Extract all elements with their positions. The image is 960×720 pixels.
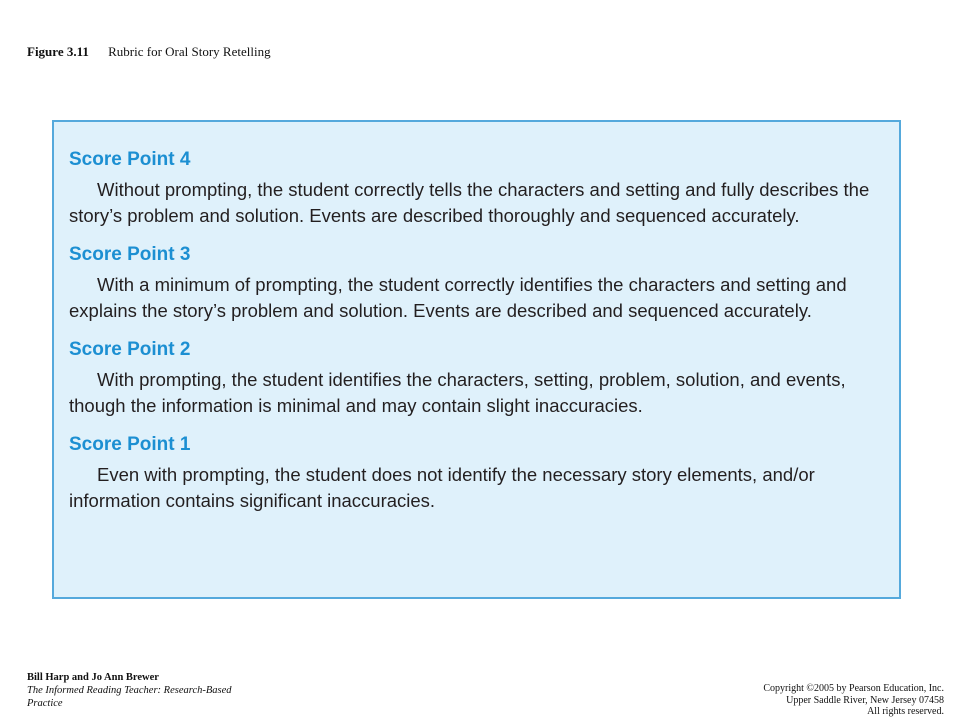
score-heading: Score Point 1	[69, 434, 191, 455]
score-description: With a minimum of prompting, the student correctly identifies the characters and setting and explains the story’s problem and solution. Events are described and sequenced accurately.	[69, 274, 847, 321]
score-section-1	[69, 433, 885, 514]
figure-title: Rubric for Oral Story Retelling	[108, 44, 271, 59]
score-section-3	[69, 243, 885, 324]
score-description: Without prompting, the student correctly tells the characters and setting and fully describes the story’s problem and solution. Events are described thoroughly and sequenced accurately.	[69, 179, 870, 226]
figure-label: Figure 3.11	[27, 44, 89, 59]
footer-copyright	[763, 683, 944, 718]
copyright-line-3: All rights reserved.	[867, 706, 944, 717]
footer-attribution	[27, 671, 247, 710]
copyright-line-2: Upper Saddle River, New Jersey 07458	[786, 694, 944, 706]
score-heading: Score Point 2	[69, 339, 191, 360]
figure-caption	[27, 44, 271, 60]
score-heading: Score Point 3	[69, 244, 191, 265]
score-section-4	[69, 148, 885, 229]
score-description: With prompting, the student identifies the characters, setting, problem, solution, and events, though the information is minimal and may contain slight inaccuracies.	[69, 369, 846, 416]
score-heading: Score Point 4	[69, 149, 191, 170]
score-section-2	[69, 338, 885, 419]
footer-authors: Bill Harp and Jo Ann Brewer	[27, 672, 159, 683]
score-description: Even with prompting, the student does not identify the necessary story elements, and/or information contains significant inaccuracies.	[69, 464, 815, 511]
footer-book-title: The Informed Reading Teacher: Research-Based Practice	[27, 685, 232, 709]
copyright-line-1: Copyright ©2005 by Pearson Education, Inc.	[763, 683, 944, 694]
rubric-box	[52, 120, 901, 599]
